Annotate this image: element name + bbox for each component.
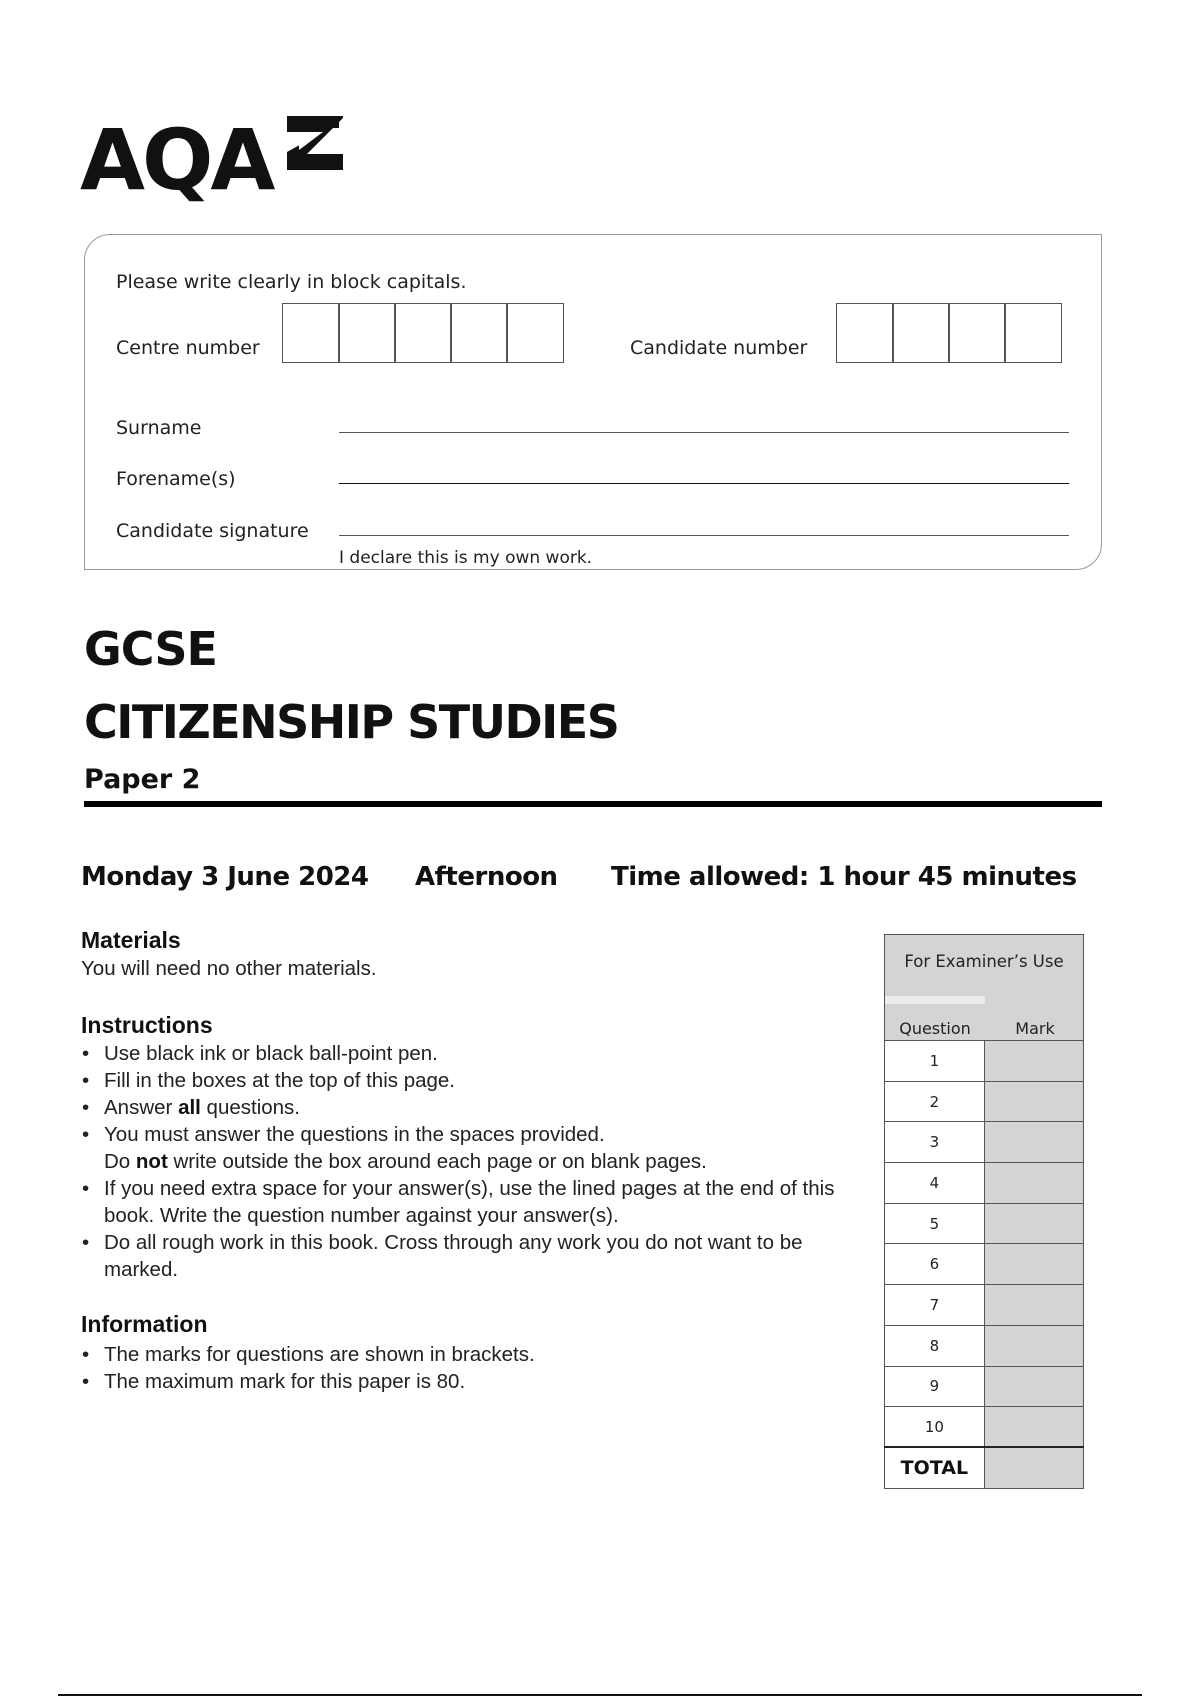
list-item: • The maximum mark for this paper is 80. [81,1368,871,1395]
question-number-cell: 9 [885,1366,985,1407]
question-number-cell: 2 [885,1081,985,1122]
block-capitals-instruction: Please write clearly in block capitals. [116,271,467,293]
signature-label: Candidate signature [116,520,309,542]
exam-date: Monday 3 June 2024 [81,862,369,892]
table-row [885,1122,1084,1163]
examiner-use-table [884,934,1084,1489]
header-divider-strip [885,996,985,1004]
candidate-details-box [84,234,1102,570]
footer-rule [58,1694,1142,1696]
table-row [885,1163,1084,1204]
table-row [885,1325,1084,1366]
candidate-number-digit-box[interactable] [948,303,1006,363]
total-label: TOTAL [885,1447,985,1488]
logo-wordmark: AQA [80,111,273,209]
list-item: • Use black ink or black ball-point pen. [81,1040,871,1067]
total-row [885,1447,1084,1488]
centre-number-digit-box[interactable] [394,303,452,363]
table-row [885,1366,1084,1407]
question-column-header: Question [899,1019,971,1038]
question-number-cell: 8 [885,1325,985,1366]
surname-label: Surname [116,417,202,439]
mark-cell[interactable] [984,1041,1083,1082]
mark-cell[interactable] [984,1366,1083,1407]
time-allowed: Time allowed: 1 hour 45 minutes [611,862,1077,892]
table-row [885,1081,1084,1122]
aqa-logo [80,112,350,212]
examiner-table-title: For Examiner’s Use [904,952,1064,971]
question-number-cell: 3 [885,1122,985,1163]
forenames-label: Forename(s) [116,468,236,490]
list-item: • If you need extra space for your answer(s), use the lined pages at the end of this book. Write the question number against your answer(s). [81,1175,871,1229]
instructions-heading: Instructions [81,1012,213,1038]
candidate-number-digit-box[interactable] [1004,303,1062,363]
materials-text: You will need no other materials. [81,957,377,980]
question-number-cell: 1 [885,1041,985,1082]
mark-cell[interactable] [984,1163,1083,1204]
forenames-line[interactable] [339,483,1069,484]
centre-number-digit-box[interactable] [450,303,508,363]
question-number-cell: 7 [885,1285,985,1326]
list-item: • You must answer the questions in the spaces provided. Do not write outside the box around each page or on blank pages. [81,1121,871,1175]
paper-title: Paper 2 [84,764,201,795]
list-item: • The marks for questions are shown in brackets. [81,1341,871,1368]
signature-line[interactable] [339,535,1069,536]
declaration-text: I declare this is my own work. [339,548,593,568]
mark-cell[interactable] [984,1407,1083,1448]
candidate-number-digit-box[interactable] [892,303,950,363]
examiner-table-header [885,935,1084,1041]
mark-cell[interactable] [984,1244,1083,1285]
table-row [885,1285,1084,1326]
table-row [885,1244,1084,1285]
question-number-cell: 10 [885,1407,985,1448]
mark-cell[interactable] [984,1285,1083,1326]
surname-line[interactable] [339,432,1069,433]
mark-cell[interactable] [984,1081,1083,1122]
instructions-list [81,1040,871,1283]
qualification-title: GCSE [84,622,217,676]
centre-number-digit-box[interactable] [506,303,564,363]
materials-heading: Materials [81,927,181,953]
information-list [81,1341,871,1395]
candidate-number-label: Candidate number [630,337,808,359]
mark-column-header: Mark [1015,1019,1055,1038]
centre-number-label: Centre number [116,337,260,359]
exam-session: Afternoon [415,862,558,892]
centre-number-digit-box[interactable] [282,303,340,363]
question-number-cell: 4 [885,1163,985,1204]
candidate-number-digit-box[interactable] [836,303,894,363]
information-heading: Information [81,1311,208,1337]
candidate-number-boxes [836,303,1060,363]
list-item: • Fill in the boxes at the top of this page. [81,1067,871,1094]
table-row [885,1407,1084,1448]
table-row [885,1203,1084,1244]
centre-number-boxes [282,303,562,363]
title-divider [84,801,1102,807]
mark-cell[interactable] [984,1122,1083,1163]
mark-cell[interactable] [984,1325,1083,1366]
subject-title: CITIZENSHIP STUDIES [84,695,619,749]
list-item: • Answer all questions. [81,1094,871,1121]
total-mark-cell[interactable] [984,1447,1083,1488]
list-item: • Do all rough work in this book. Cross through any work you do not want to be marked. [81,1229,871,1283]
question-number-cell: 6 [885,1244,985,1285]
mark-cell[interactable] [984,1203,1083,1244]
aqa-logo-mark-icon [285,112,345,174]
centre-number-digit-box[interactable] [338,303,396,363]
table-row [885,1041,1084,1082]
question-number-cell: 5 [885,1203,985,1244]
